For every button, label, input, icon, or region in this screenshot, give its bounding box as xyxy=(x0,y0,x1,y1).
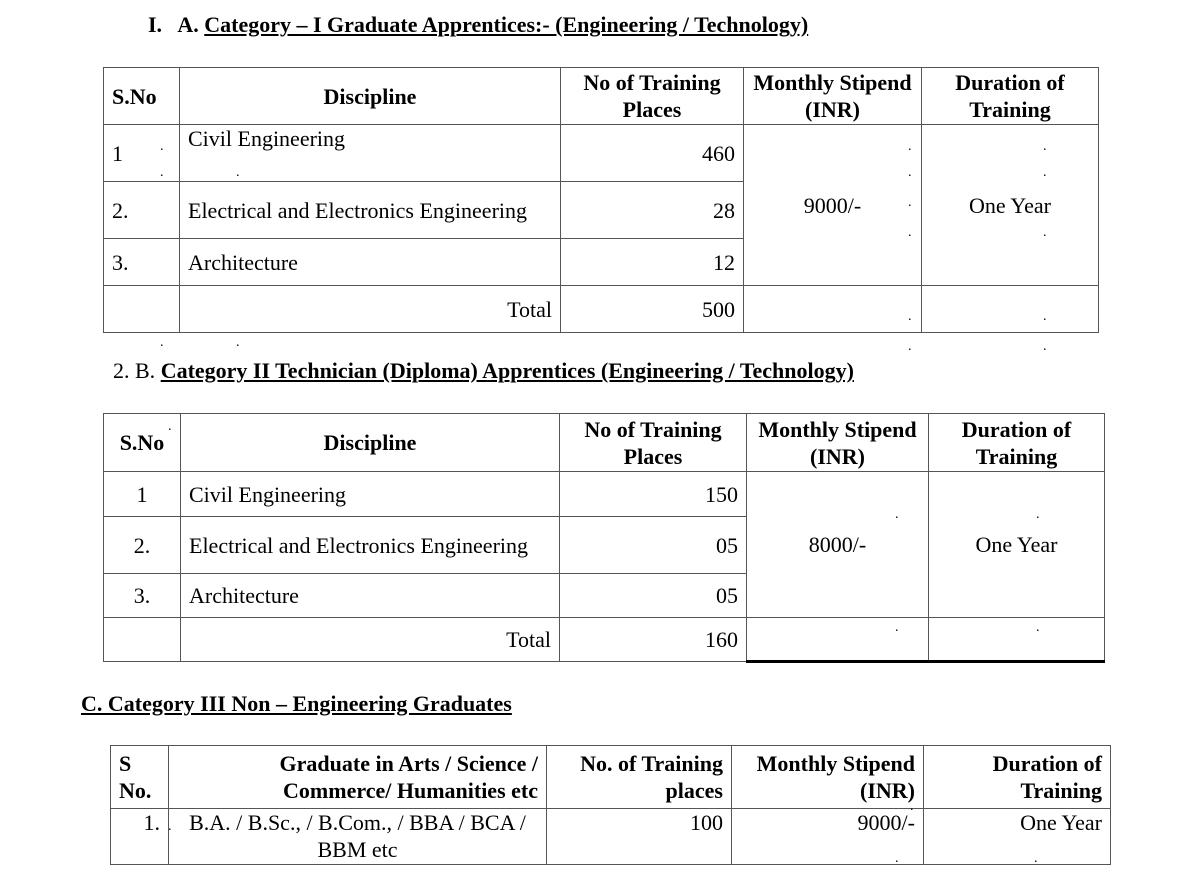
cell-total: 160 xyxy=(560,618,747,662)
cell-discipline: Architecture xyxy=(181,574,560,618)
cell-places: 12 xyxy=(561,239,744,286)
col-header-duration: Duration of Training xyxy=(929,414,1105,472)
scan-dot: . xyxy=(895,851,899,866)
cell-total-label: Total xyxy=(180,286,561,333)
cell-stipend: 9000/- xyxy=(732,809,924,865)
cell-duration: One Year xyxy=(924,809,1111,865)
table-header-row xyxy=(111,746,1111,809)
cell-sno: 1 xyxy=(104,125,180,182)
scan-dot: . xyxy=(908,195,912,210)
cell-places: 05 xyxy=(560,574,747,618)
section-b-title: Category II Technician (Diploma) Apprentices (Engineering / Technology) xyxy=(160,358,854,383)
section-a-number: I. xyxy=(148,12,163,37)
cell-sno: 2. xyxy=(104,517,181,574)
col-header-discipline: Discipline xyxy=(180,68,561,125)
section-a-label: A. xyxy=(177,12,199,37)
col-header-stipend: Monthly Stipend (INR) xyxy=(747,414,929,472)
cell-stipend: 8000/- xyxy=(747,472,929,618)
scan-dot: . xyxy=(160,139,164,154)
scan-dot: . xyxy=(895,507,899,522)
table-row xyxy=(111,809,1111,865)
section-a-title: Category – I Graduate Apprentices:- (Engineering / Technology) xyxy=(204,12,809,37)
scan-dot: . xyxy=(910,799,914,814)
scan-dot: . xyxy=(236,335,240,350)
cell-places: 05 xyxy=(560,517,747,574)
cell-empty xyxy=(929,618,1105,662)
table-category-1 xyxy=(103,67,1099,333)
table-row xyxy=(104,125,1099,182)
scan-dot: . xyxy=(160,335,164,350)
cell-stipend: 9000/- xyxy=(744,125,922,286)
table-total-row xyxy=(104,286,1099,333)
cell-places: 460 xyxy=(561,125,744,182)
table-category-2 xyxy=(103,413,1105,663)
section-b-heading xyxy=(113,358,854,384)
col-header-places: No. of Training places xyxy=(547,746,732,809)
cell-sno: 2. xyxy=(104,182,180,239)
table-header-row xyxy=(104,68,1099,125)
section-c-heading: C. Category III Non – Engineering Graduates xyxy=(81,691,512,716)
cell-empty xyxy=(747,618,929,662)
cell-discipline: Architecture xyxy=(180,239,561,286)
scan-dot: . xyxy=(1043,165,1047,180)
scan-dot: . xyxy=(1043,339,1047,354)
scan-dot: . xyxy=(908,139,912,154)
col-header-sno: S No. xyxy=(111,746,169,809)
col-header-places: No of Training Places xyxy=(561,68,744,125)
col-header-discipline: Discipline xyxy=(181,414,560,472)
scan-dot: . xyxy=(908,309,912,324)
cell-sno: 3. xyxy=(104,574,181,618)
table-category-3 xyxy=(110,745,1111,865)
cell-places: 28 xyxy=(561,182,744,239)
table-header-row xyxy=(104,414,1105,472)
cell-empty xyxy=(922,286,1099,333)
scan-dot: . xyxy=(1036,507,1040,522)
scan-dot: . xyxy=(908,165,912,180)
scan-dot: . xyxy=(895,620,899,635)
scan-dot: . xyxy=(908,339,912,354)
section-b-label: 2. B. xyxy=(113,358,156,383)
cell-discipline: Civil Engineering xyxy=(180,125,561,182)
scan-dot: . xyxy=(1043,225,1047,240)
col-header-duration: Duration of Training xyxy=(922,68,1099,125)
cell-discipline: Electrical and Electronics Engineering xyxy=(181,517,560,574)
col-header-places: No of Training Places xyxy=(560,414,747,472)
cell-sno: 1 xyxy=(104,472,181,517)
scan-dot: . xyxy=(236,165,240,180)
col-header-discipline: Graduate in Arts / Science / Commerce/ Humanities etc xyxy=(169,746,547,809)
col-header-stipend: Monthly Stipend (INR) xyxy=(744,68,922,125)
section-a-heading xyxy=(148,12,808,38)
cell-empty xyxy=(744,286,922,333)
scan-dot: . xyxy=(1034,851,1038,866)
cell-duration: One Year xyxy=(929,472,1105,618)
col-header-stipend: Monthly Stipend (INR) xyxy=(732,746,924,809)
scan-dot: . xyxy=(168,419,172,434)
cell-empty xyxy=(104,286,180,333)
cell-total: 500 xyxy=(561,286,744,333)
cell-discipline: B.A. / B.Sc., / B.Com., / BBA / BCA / BBM etc xyxy=(169,809,547,865)
cell-total-label: Total xyxy=(181,618,560,662)
cell-discipline: Civil Engineering xyxy=(181,472,560,517)
col-header-sno: S.No xyxy=(104,414,181,472)
cell-places: 150 xyxy=(560,472,747,517)
col-header-sno: S.No xyxy=(104,68,180,125)
col-header-duration: Duration of Training xyxy=(924,746,1111,809)
scan-dot: . xyxy=(1043,139,1047,154)
cell-empty xyxy=(104,618,181,662)
scan-dot: . xyxy=(160,165,164,180)
table-row xyxy=(104,472,1105,517)
cell-sno: 1. xyxy=(111,809,169,865)
scan-dot: . xyxy=(1036,620,1040,635)
cell-discipline: Electrical and Electronics Engineering xyxy=(180,182,561,239)
table-total-row xyxy=(104,618,1105,662)
scan-dot: . xyxy=(1043,309,1047,324)
cell-duration: One Year xyxy=(922,125,1099,286)
cell-sno: 3. xyxy=(104,239,180,286)
scan-dot: . xyxy=(908,225,912,240)
cell-places: 100 xyxy=(547,809,732,865)
scan-dot: . xyxy=(168,819,172,834)
